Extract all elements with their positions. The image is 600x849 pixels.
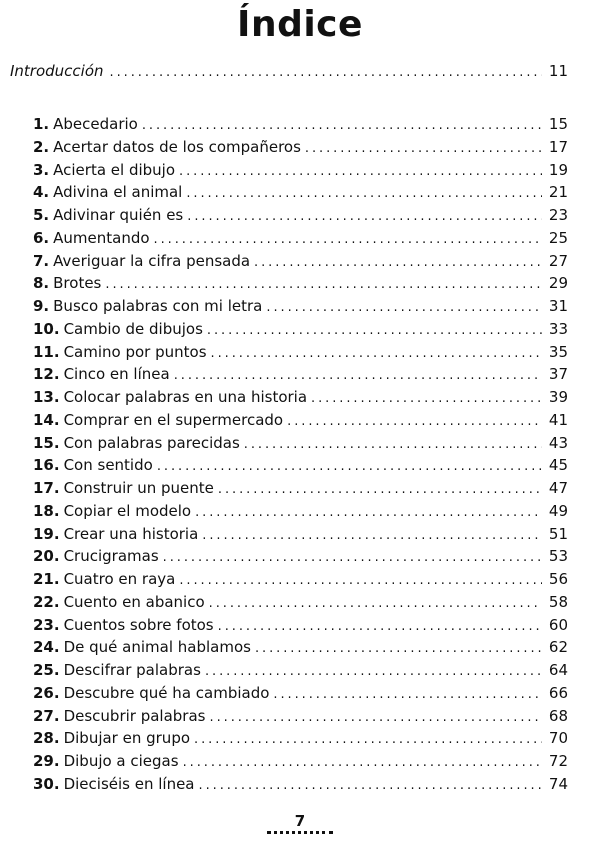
entry-number: 3. bbox=[33, 160, 50, 179]
toc-entry[interactable] bbox=[33, 159, 568, 182]
entry-title: Cinco en línea bbox=[63, 365, 170, 384]
entry-number: 19. bbox=[33, 524, 60, 543]
entry-page-number: 23 bbox=[548, 206, 568, 224]
entry-title: Acierta el dibujo bbox=[53, 160, 176, 179]
entry-number: 17. bbox=[33, 479, 60, 497]
entry-page-number: 64 bbox=[548, 661, 568, 679]
entry-title: Cuento en abanico bbox=[63, 592, 205, 611]
entry-number: 9. bbox=[33, 297, 50, 315]
dot-leader bbox=[244, 434, 542, 457]
entry-title: Acertar datos de los compañeros bbox=[53, 137, 301, 156]
entry-page-number: 39 bbox=[548, 388, 568, 406]
entry-number: 8. bbox=[33, 274, 50, 293]
entry-number: 5. bbox=[33, 206, 50, 224]
entry-title: Adivina el animal bbox=[53, 183, 183, 202]
toc-entry[interactable] bbox=[33, 591, 568, 614]
dot-leader bbox=[195, 502, 542, 525]
entry-number: 25. bbox=[33, 661, 60, 679]
dot-leader bbox=[218, 616, 542, 639]
entry-page-number: 33 bbox=[548, 319, 568, 338]
page-title: Índice bbox=[237, 4, 363, 45]
dot-leader bbox=[254, 252, 542, 275]
dot-leader bbox=[157, 456, 542, 479]
toc-entry[interactable] bbox=[33, 614, 568, 637]
entry-page-number: 37 bbox=[548, 365, 568, 384]
toc-intro-entry[interactable] bbox=[6, 62, 568, 80]
entry-page-number: 35 bbox=[548, 342, 568, 361]
entry-number: 7. bbox=[33, 251, 50, 270]
dot-leader bbox=[187, 206, 542, 229]
entry-title: Abecedario bbox=[53, 115, 138, 133]
entry-title: Con sentido bbox=[63, 456, 153, 475]
entry-number: 11. bbox=[33, 342, 60, 361]
entry-number: 6. bbox=[33, 228, 50, 247]
entry-page-number: 68 bbox=[548, 706, 568, 725]
entry-number: 30. bbox=[33, 774, 60, 793]
entry-title: De qué animal hablamos bbox=[63, 638, 251, 657]
toc-entry[interactable] bbox=[33, 113, 568, 136]
entry-page-number: 43 bbox=[548, 433, 568, 452]
toc-entry[interactable] bbox=[33, 773, 568, 796]
toc-entry[interactable] bbox=[33, 181, 568, 204]
entry-number: 18. bbox=[33, 501, 60, 520]
toc-entry[interactable] bbox=[33, 659, 568, 682]
entry-title: Descubre qué ha cambiado bbox=[63, 683, 270, 702]
toc-entry[interactable] bbox=[33, 705, 568, 728]
entry-number: 23. bbox=[33, 615, 60, 634]
entry-number: 14. bbox=[33, 410, 60, 429]
entry-page-number: 49 bbox=[548, 501, 568, 520]
dot-leader bbox=[163, 547, 542, 570]
entry-page-number: 74 bbox=[548, 774, 568, 793]
entry-title: Dibujo a ciegas bbox=[63, 752, 179, 770]
dot-leader bbox=[199, 775, 543, 798]
entry-title: Cuentos sobre fotos bbox=[63, 615, 214, 634]
toc-entry[interactable] bbox=[33, 318, 568, 341]
toc-list bbox=[33, 113, 568, 796]
entry-number: 15. bbox=[33, 433, 60, 452]
toc-entry[interactable] bbox=[33, 272, 568, 295]
entry-number: 1. bbox=[33, 115, 50, 133]
entry-page-number: 29 bbox=[548, 274, 568, 293]
entry-page-number: 17 bbox=[548, 137, 568, 156]
entry-title: Adivinar quién es bbox=[53, 206, 184, 224]
toc-entry[interactable] bbox=[33, 636, 568, 659]
toc-entry[interactable] bbox=[33, 204, 568, 227]
entry-number: 26. bbox=[33, 683, 60, 702]
entry-page-number: 60 bbox=[548, 615, 568, 634]
entry-title: Copiar el modelo bbox=[63, 501, 192, 520]
intro-page-number: 11 bbox=[548, 62, 568, 80]
toc-entry[interactable] bbox=[33, 363, 568, 386]
dot-leader bbox=[186, 183, 542, 206]
dot-leader bbox=[202, 525, 542, 548]
entry-title: Colocar palabras en una historia bbox=[63, 388, 308, 406]
toc-entry[interactable] bbox=[33, 750, 568, 773]
entry-page-number: 27 bbox=[548, 251, 568, 270]
entry-title: Cambio de dibujos bbox=[63, 319, 203, 338]
entry-number: 13. bbox=[33, 388, 60, 406]
entry-number: 12. bbox=[33, 365, 60, 384]
dot-leader bbox=[305, 138, 542, 161]
entry-page-number: 70 bbox=[548, 729, 568, 748]
dot-leader bbox=[142, 115, 542, 138]
entry-title: Aumentando bbox=[53, 228, 150, 247]
entry-title: Brotes bbox=[53, 274, 102, 293]
entry-number: 28. bbox=[33, 729, 60, 748]
toc-entry[interactable] bbox=[33, 227, 568, 250]
dot-leader bbox=[287, 411, 542, 434]
dot-leader bbox=[194, 729, 542, 752]
dot-leader bbox=[179, 161, 542, 184]
toc-entry[interactable] bbox=[33, 523, 568, 546]
entry-title: Crear una historia bbox=[63, 524, 199, 543]
dot-leader bbox=[110, 65, 542, 80]
entry-page-number: 58 bbox=[548, 592, 568, 611]
entry-title: Cuatro en raya bbox=[63, 570, 176, 588]
entry-title: Descubrir palabras bbox=[63, 706, 206, 725]
entry-title: Dieciséis en línea bbox=[63, 774, 195, 793]
entry-title: Averiguar la cifra pensada bbox=[53, 251, 251, 270]
dot-leader bbox=[255, 638, 542, 661]
entry-page-number: 51 bbox=[548, 524, 568, 543]
page-number: 7 bbox=[294, 812, 306, 830]
entry-number: 16. bbox=[33, 456, 60, 475]
footer-dotted-rule bbox=[267, 831, 333, 838]
toc-entry[interactable] bbox=[33, 682, 568, 705]
toc-entry[interactable] bbox=[33, 432, 568, 455]
toc-entry[interactable] bbox=[33, 136, 568, 159]
entry-page-number: 56 bbox=[548, 570, 568, 588]
dot-leader bbox=[105, 274, 542, 297]
entry-number: 10. bbox=[33, 319, 60, 338]
entry-number: 20. bbox=[33, 547, 60, 566]
entry-page-number: 62 bbox=[548, 638, 568, 657]
entry-title: Con palabras parecidas bbox=[63, 433, 240, 452]
dot-leader bbox=[209, 593, 542, 616]
dot-leader bbox=[266, 297, 542, 320]
entry-title: Crucigramas bbox=[63, 547, 159, 566]
entry-title: Construir un puente bbox=[63, 479, 214, 497]
toc-entry[interactable] bbox=[33, 386, 568, 409]
dot-leader bbox=[179, 570, 542, 593]
entry-number: 4. bbox=[33, 183, 50, 202]
entry-title: Busco palabras con mi letra bbox=[53, 297, 263, 315]
dot-leader bbox=[210, 707, 543, 730]
dot-leader bbox=[211, 343, 542, 366]
intro-label: Introducción bbox=[10, 62, 104, 80]
toc-entry[interactable] bbox=[33, 568, 568, 591]
toc-entry[interactable] bbox=[33, 341, 568, 364]
page-footer bbox=[0, 812, 600, 838]
entry-page-number: 41 bbox=[548, 410, 568, 429]
entry-title: Dibujar en grupo bbox=[63, 729, 191, 748]
entry-title: Descifrar palabras bbox=[63, 661, 201, 679]
toc-entry[interactable] bbox=[33, 454, 568, 477]
entry-page-number: 19 bbox=[548, 160, 568, 179]
dot-leader bbox=[273, 684, 542, 707]
toc-entry[interactable] bbox=[33, 545, 568, 568]
entry-page-number: 31 bbox=[548, 297, 568, 315]
toc-entry[interactable] bbox=[33, 500, 568, 523]
entry-page-number: 15 bbox=[548, 115, 568, 133]
entry-page-number: 45 bbox=[548, 456, 568, 475]
toc-entry[interactable] bbox=[33, 409, 568, 432]
entry-number: 24. bbox=[33, 638, 60, 657]
dot-leader bbox=[207, 320, 542, 343]
toc-entry[interactable] bbox=[33, 477, 568, 500]
entry-page-number: 72 bbox=[548, 752, 568, 770]
dot-leader bbox=[174, 365, 542, 388]
entry-number: 21. bbox=[33, 570, 60, 588]
entry-page-number: 66 bbox=[548, 683, 568, 702]
dot-leader bbox=[218, 479, 542, 502]
entry-number: 2. bbox=[33, 137, 50, 156]
toc-entry[interactable] bbox=[33, 250, 568, 273]
entry-number: 29. bbox=[33, 752, 60, 770]
entry-title: Camino por puntos bbox=[63, 342, 207, 361]
toc-entry[interactable] bbox=[33, 727, 568, 750]
entry-number: 22. bbox=[33, 592, 60, 611]
entry-page-number: 25 bbox=[548, 228, 568, 247]
entry-page-number: 21 bbox=[548, 183, 568, 202]
dot-leader bbox=[183, 752, 542, 775]
entry-number: 27. bbox=[33, 706, 60, 725]
entry-page-number: 47 bbox=[548, 479, 568, 497]
dot-leader bbox=[154, 229, 542, 252]
entry-title: Comprar en el supermercado bbox=[63, 410, 284, 429]
toc-entry[interactable] bbox=[33, 295, 568, 318]
dot-leader bbox=[311, 388, 542, 411]
dot-leader bbox=[205, 661, 542, 684]
entry-page-number: 53 bbox=[548, 547, 568, 566]
